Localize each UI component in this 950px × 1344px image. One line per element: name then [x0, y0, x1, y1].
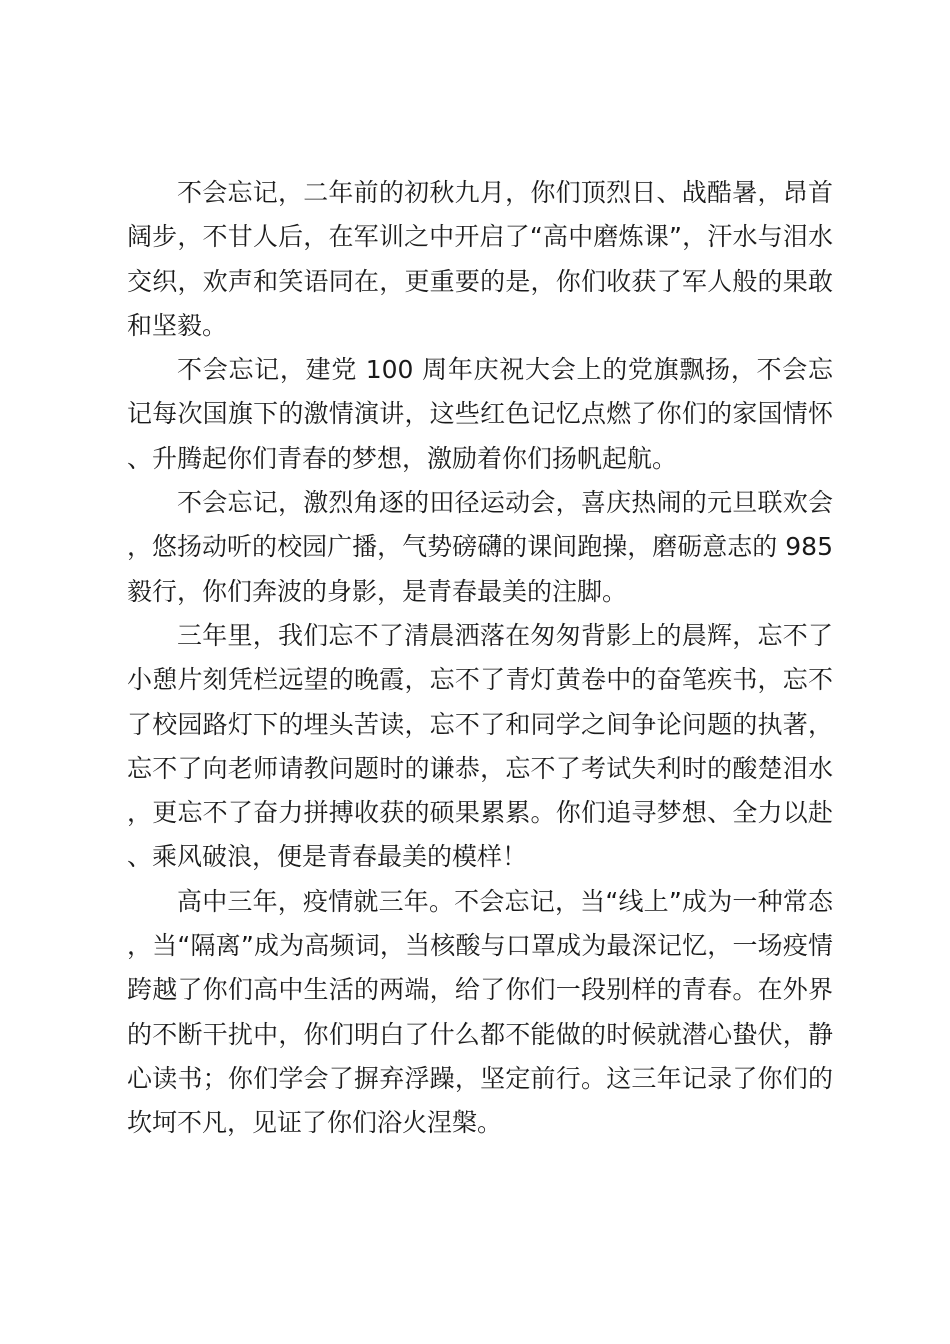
- paragraph: 不会忘记，激烈角逐的田径运动会，喜庆热闹的元旦联欢会，悠扬动听的校园广播，气势磅礴的课间跑操，磨砺意志的 985 毅行，你们奔波的身影，是青春最美的注脚。: [127, 488, 833, 606]
- paragraph: 不会忘记，建党 100 周年庆祝大会上的党旗飘扬，不会忘记每次国旗下的激情演讲，这些红色记忆点燃了你们的家国情怀、升腾起你们青春的梦想，激励着你们扬帆起航。: [127, 355, 833, 473]
- document-body: [127, 171, 833, 1146]
- paragraph: 不会忘记，二年前的初秋九月，你们顶烈日、战酷暑，昂首阔步，不甘人后，在军训之中开启了“高中磨炼课”，汗水与泪水交织，欢声和笑语同在，更重要的是，你们收获了军人般的果敢和坚毅。: [127, 178, 833, 340]
- paragraph: 高中三年，疫情就三年。不会忘记，当“线上”成为一种常态，当“隔离”成为高频词，当核酸与口罩成为最深记忆，一场疫情跨越了你们高中生活的两端，给了你们一段别样的青春。在外界的不断干扰中，你们明白了什么都不能做的时候就潜心蛰伏，静心读书；你们学会了摒弃浮躁，坚定前行。这三年记录了你们的坎坷不凡，见证了你们浴火涅槃。: [127, 886, 833, 1138]
- paragraph: 三年里，我们忘不了清晨洒落在匆匆背影上的晨辉，忘不了小憩片刻凭栏远望的晚霞，忘不了青灯黄卷中的奋笔疾书，忘不了校园路灯下的埋头苦读，忘不了和同学之间争论问题的执著，忘不了向老师请教问题时的谦恭，忘不了考试失利时的酸楚泪水，更忘不了奋力拼搏收获的硕果累累。你们追寻梦想、全力以赴、乘风破浪，便是青春最美的模样！: [127, 620, 833, 872]
